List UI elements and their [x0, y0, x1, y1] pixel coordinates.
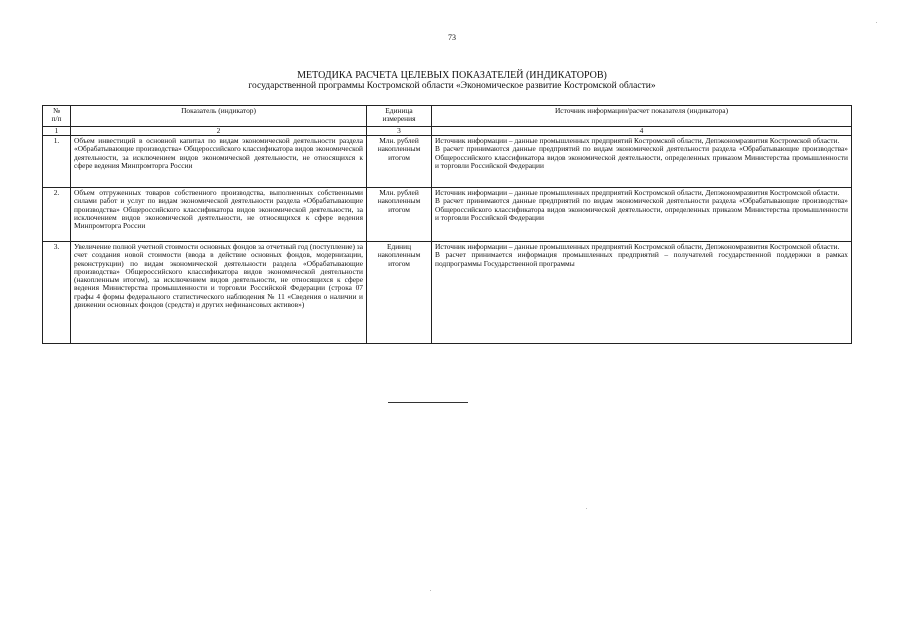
header-num — [43, 106, 71, 127]
table-row — [43, 136, 852, 188]
row-unit-text: Единиц накопленным итогом — [377, 242, 421, 268]
header-unit-label: Единица измерения — [382, 106, 416, 124]
header-source-label: Источник информации/расчет показателя (индикатора) — [554, 106, 729, 115]
row-indicator: Объем отгруженных товаров собственного производства, выполненных собственными силами работ и услуг по видам экономической деятельности раздела «Обрабатывающие производства» Общероссийского классификатора видов экономической деятельности, за исключением видов экономической деятельности, не относящихся к сфере ведения Минпромторга России — [71, 188, 367, 242]
row-num: 1. — [43, 136, 71, 188]
column-index-4: 4 — [432, 127, 852, 136]
header-source — [432, 106, 852, 127]
table-header-row — [43, 106, 852, 127]
row-source-text: Источник информации – данные промышленных предприятий Костромской области, Депэкономразвития Костромской области. В расчет принимаются данные предприятий по видам экономической деятельности раздела «Обрабатывающие производства» Общероссийского классификатора видов экономической деятельности, определенных приказом Министерства промышленности и торговли Российской Федерации — [435, 188, 848, 222]
scan-speck — [876, 22, 877, 23]
row-indicator: Объем инвестиций в основной капитал по видам экономической деятельности раздела «Обрабатывающие производства» Общероссийского классификатора видов экономической деятельности, за исключением видов экономической деятельности, не относящихся к сфере ведения Минпромторга России — [71, 136, 367, 188]
header-indicator — [71, 106, 367, 127]
row-source-text: Источник информации – данные промышленных предприятий Костромской области, Депэкономразвития Костромской области. В расчет принимается информация промышленных предприятий – получателей государственной поддержки в рамках подпрограммы Государственной программы — [435, 242, 848, 268]
row-unit — [367, 188, 432, 242]
row-num: 3. — [43, 242, 71, 344]
table-row — [43, 188, 852, 242]
column-index-1: 1 — [43, 127, 71, 136]
row-unit — [367, 136, 432, 188]
page-number: 73 — [448, 33, 456, 42]
column-index-3: 3 — [367, 127, 432, 136]
row-num: 2. — [43, 188, 71, 242]
scan-speck — [586, 508, 587, 509]
document-subtitle: государственной программы Костромской области «Экономическое развитие Костромской области» — [248, 81, 656, 91]
header-unit — [367, 106, 432, 127]
row-source — [432, 188, 852, 242]
row-indicator: Увеличение полной учетной стоимости основных фондов за отчетный год (поступление) за счет создания новой стоимости (ввода в действие основных фондов, модернизации, реконструкции) по видам экономической деятельности раздела «Обрабатывающие производства» Общероссийского классификатора видов экономической деятельности (накопленным итогом), за исключением видов деятельности, не относящихся к сфере ведения Министерства промышленности и торговли Российской Федерации (строка 07 графы 4 формы федерального статистического наблюдения № 11 «Сведения о наличии и движении основных фондов (средств) и других нефинансовых активов») — [71, 242, 367, 344]
scan-speck — [430, 590, 431, 591]
end-divider — [388, 402, 468, 403]
column-index-row — [43, 127, 852, 136]
header-indicator-label: Показатель (индикатор) — [181, 106, 256, 115]
table-row — [43, 242, 852, 344]
row-source — [432, 136, 852, 188]
column-index-2: 2 — [71, 127, 367, 136]
header-num-label: № п/п — [51, 106, 62, 124]
row-unit-text: Млн. рублей накопленным итогом — [377, 136, 421, 162]
row-unit-text: Млн. рублей накопленным итогом — [377, 188, 421, 214]
row-source — [432, 242, 852, 344]
indicators-table — [42, 105, 852, 344]
row-source-text: Источник информации – данные промышленных предприятий Костромской области, Депэкономразвития Костромской области. В расчет принимаются данные предприятий по видам экономической деятельности раздела «Обрабатывающие производства» Общероссийского классификатора видов экономической деятельности, определенных приказом Министерства промышленности и торговли Российской Федерации — [435, 136, 848, 170]
row-unit — [367, 242, 432, 344]
document-title: МЕТОДИКА РАСЧЕТА ЦЕЛЕВЫХ ПОКАЗАТЕЛЕЙ (ИНДИКАТОРОВ) — [297, 70, 607, 81]
